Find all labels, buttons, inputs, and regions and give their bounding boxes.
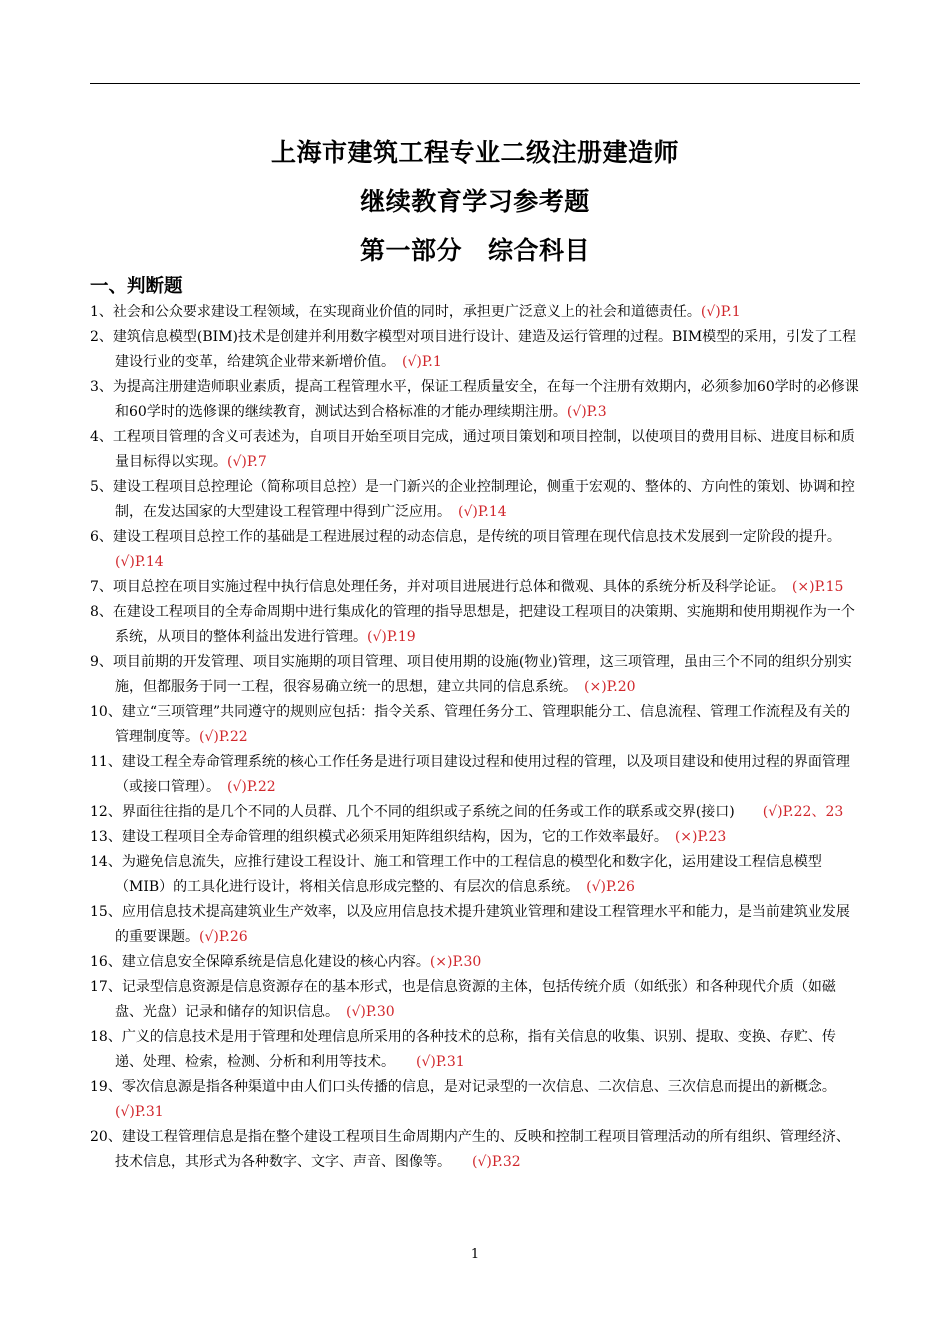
question-answer: (√)P.22	[227, 779, 276, 795]
question-item	[90, 950, 862, 975]
part-name: 综合科目	[488, 236, 591, 265]
question-answer: (√)P.31	[416, 1054, 465, 1070]
question-text: 广义的信息技术是用于管理和处理信息所采用的各种技术的总称，指有关信息的收集、识别、提取、变换、存贮、传递、处理、检索，检测、分析和利用等技术。	[115, 1029, 836, 1070]
question-item	[90, 425, 862, 475]
question-number: 5、	[90, 479, 113, 495]
question-item	[90, 825, 862, 850]
question-answer: (√)P.22、23	[762, 804, 844, 820]
question-text: 工程项目管理的含义可表述为，自项目开始至项目完成，通过项目策划和项目控制，以使项目的费用目标、进度目标和质量目标得以实现。	[112, 429, 855, 470]
question-answer: (√)P.22	[199, 729, 248, 745]
question-answer: (√)P.32	[472, 1154, 521, 1170]
question-answer: (×)P.20	[584, 679, 636, 695]
question-answer: (√)P.14	[458, 504, 507, 520]
question-number: 9、	[90, 654, 113, 670]
section-heading: 一、判断题	[90, 276, 183, 297]
question-item	[90, 1075, 862, 1125]
question-item	[90, 375, 862, 425]
question-answer: (√)P.1	[700, 304, 741, 320]
question-item	[90, 1125, 862, 1175]
question-item	[90, 525, 862, 575]
question-item	[90, 750, 862, 800]
question-number: 18、	[90, 1029, 122, 1045]
document-title: 上海市建筑工程专业二级注册建造师	[270, 138, 679, 167]
question-answer: (√)P.19	[367, 629, 416, 645]
question-number: 8、	[90, 604, 113, 620]
question-answer: (√)P.30	[346, 1004, 395, 1020]
question-number: 2、	[90, 329, 113, 345]
question-text: 为避免信息流失，应推行建设工程设计、施工和管理工作中的工程信息的模型化和数字化，运用建设工程信息模型（MIB）的工具化进行设计，将相关信息形成完整的、有层次的信息系统。	[115, 854, 822, 895]
question-answer: (×)P.30	[429, 954, 482, 970]
question-item	[90, 700, 862, 750]
question-answer: (√)P.26	[199, 929, 248, 945]
question-number: 11、	[90, 754, 122, 770]
question-number: 16、	[90, 954, 122, 970]
question-answer: (√)P.3	[566, 404, 607, 420]
question-text: 记录型信息资源是信息资源存在的基本形式，也是信息资源的主体，包括传统介质（如纸张）和各种现代介质（如磁盘、光盘）记录和储存的知识信息。	[115, 979, 836, 1020]
question-text: 建设工程项目总控理论（简称项目总控）是一门新兴的企业控制理论，侧重于宏观的、整体的、方向性的策划、协调和控制，在发达国家的大型建设工程管理中得到广泛应用。	[112, 479, 855, 520]
question-number: 3、	[90, 379, 113, 395]
question-text: 建立信息安全保障系统是信息化建设的核心内容。	[121, 954, 430, 970]
question-item	[90, 650, 862, 700]
question-number: 12、	[90, 804, 122, 820]
question-item	[90, 575, 862, 600]
question-answer: (×)P.23	[674, 829, 727, 845]
question-answer: (√)P.1	[402, 354, 442, 370]
question-text: 项目前期的开发管理、项目实施期的项目管理、项目使用期的设施(物业)管理，这三项管理，虽由三个不同的组织分别实施，但都服务于同一工程，很容易确立统一的思想，建立共同的信息系统。	[112, 654, 852, 695]
question-number: 19、	[90, 1079, 122, 1095]
question-number: 20、	[90, 1129, 122, 1145]
question-number: 6、	[90, 529, 113, 545]
question-item	[90, 325, 862, 375]
header-rule	[90, 83, 860, 84]
question-item	[90, 300, 862, 325]
question-number: 13、	[90, 829, 122, 845]
question-text: 建设工程项目总控工作的基础是工程进展过程的动态信息，是传统的项目管理在现代信息技术发展到一定阶段的提升。	[112, 529, 841, 545]
question-text: 建设工程管理信息是指在整个建设工程项目生命周期内产生的、反映和控制工程项目管理活动的所有组织、管理经济、技术信息，其形式为各种数字、文字、声音、图像等。	[115, 1129, 850, 1170]
question-item	[90, 900, 862, 950]
question-answer: (√)P.31	[115, 1104, 164, 1120]
question-answer: (×)P.15	[791, 579, 844, 595]
question-text: 在建设工程项目的全寿命周期中进行集成化的管理的指导思想是，把建设工程项目的决策期、实施期和使用期视作为一个系统，从项目的整体利益出发进行管理。	[112, 604, 855, 645]
question-text: 建设工程项目全寿命管理的组织模式必须采用矩阵组织结构，因为，它的工作效率最好。	[121, 829, 675, 845]
question-item	[90, 600, 862, 650]
question-text: 项目总控在项目实施过程中执行信息处理任务，并对项目进展进行总体和微观、具体的系统分析及科学论证。	[112, 579, 792, 595]
question-answer: (√)P.26	[586, 879, 635, 895]
part-heading	[0, 231, 950, 267]
question-text: 应用信息技术提高建筑业生产效率，以及应用信息技术提升建筑业管理和建设工程管理水平和能力，是当前建筑业发展的重要课题。	[115, 904, 850, 945]
question-text: 建设工程全寿命管理系统的核心工作任务是进行项目建设过程和使用过程的管理，以及项目建设和使用过程的界面管理（或接口管理）。	[115, 754, 850, 795]
question-number: 17、	[90, 979, 122, 995]
question-answer: (√)P.14	[115, 554, 164, 570]
question-item	[90, 975, 862, 1025]
question-number: 10、	[90, 704, 122, 720]
question-list	[90, 300, 862, 1175]
question-text: 建筑信息模型(BIM)技术是创建并利用数字模型对项目进行设计、建造及运行管理的过程。BIM模型的采用，引发了工程建设行业的变革，给建筑企业带来新增价值。	[112, 329, 857, 370]
page-number: 1	[470, 1247, 480, 1262]
question-text: 社会和公众要求建设工程领域，在实现商业价值的同时，承担更广泛意义上的社会和道德责任。	[112, 304, 701, 320]
question-text: 建立“三项管理”共同遵守的规则应包括：指令关系、管理任务分工、管理职能分工、信息流程、管理工作流程及有关的管理制度等。	[115, 704, 851, 745]
question-item	[90, 475, 862, 525]
question-item	[90, 850, 862, 900]
part-label: 第一部分	[359, 236, 462, 265]
question-item	[90, 800, 862, 825]
document-subtitle: 继续教育学习参考题	[360, 187, 590, 216]
question-number: 4、	[90, 429, 113, 445]
question-item	[90, 1025, 862, 1075]
question-number: 1、	[90, 304, 113, 320]
question-number: 7、	[90, 579, 113, 595]
question-text: 零次信息源是指各种渠道中由人们口头传播的信息，是对记录型的一次信息、二次信息、三次信息而提出的新概念。	[121, 1079, 836, 1095]
question-number: 15、	[90, 904, 122, 920]
question-text: 为提高注册建造师职业素质，提高工程管理水平，保证工程质量安全，在每一个注册有效期内，必须参加60学时的必修课和60学时的选修课的继续教育，测试达到合格标准的才能办理续期注册。	[112, 379, 859, 420]
question-number: 14、	[90, 854, 122, 870]
question-answer: (√)P.7	[227, 454, 267, 470]
question-text: 界面往往指的是几个不同的人员群、几个不同的组织或子系统之间的任务或工作的联系或交界(接口)	[121, 804, 763, 820]
